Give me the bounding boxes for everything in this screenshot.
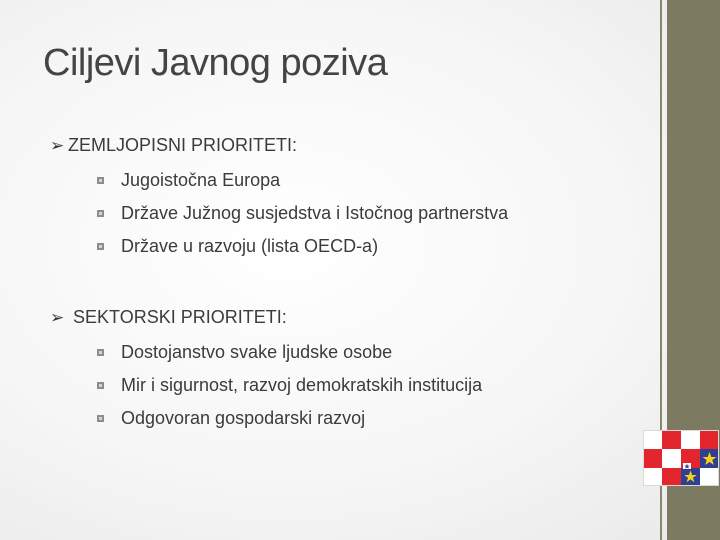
section-heading-label: SEKTORSKI PRIORITETI: xyxy=(73,306,287,327)
bullet-list xyxy=(50,164,508,263)
list-item-text: Države Južnog susjedstva i Istočnog partnerstva xyxy=(121,203,509,223)
list-item xyxy=(50,402,482,435)
list-item xyxy=(50,369,482,402)
list-item xyxy=(50,230,508,263)
section-heading xyxy=(50,302,482,332)
list-item-text: Odgovoran gospodarski razvoj xyxy=(121,408,366,428)
list-item xyxy=(50,164,508,197)
croatian-checkerboard-eu-logo xyxy=(643,430,719,486)
list-item xyxy=(50,197,508,230)
square-bullet-icon xyxy=(97,177,104,184)
bullet-list xyxy=(50,336,482,435)
list-item-text: Mir i sigurnost, razvoj demokratskih institucija xyxy=(121,375,483,395)
square-bullet-icon xyxy=(97,349,104,356)
square-bullet-icon xyxy=(97,210,104,217)
section-heading xyxy=(50,130,508,160)
slide-title: Ciljevi Javnog poziva xyxy=(43,42,388,84)
section-heading-label: ZEMLJOPISNI PRIORITETI: xyxy=(68,134,298,155)
section-sector-priorities xyxy=(50,302,482,435)
list-item xyxy=(50,336,482,369)
list-item-text: Države u razvoju (lista OECD-a) xyxy=(121,236,379,256)
square-bullet-icon xyxy=(97,382,104,389)
section-geographic-priorities xyxy=(50,130,508,263)
square-bullet-icon xyxy=(97,415,104,422)
list-item-text: Dostojanstvo svake ljudske osobe xyxy=(121,342,393,362)
arrowhead-icon: ➢ xyxy=(50,307,65,327)
list-item-text: Jugoistočna Europa xyxy=(121,170,281,190)
square-bullet-icon xyxy=(97,243,104,250)
arrowhead-icon: ➢ xyxy=(50,135,65,155)
